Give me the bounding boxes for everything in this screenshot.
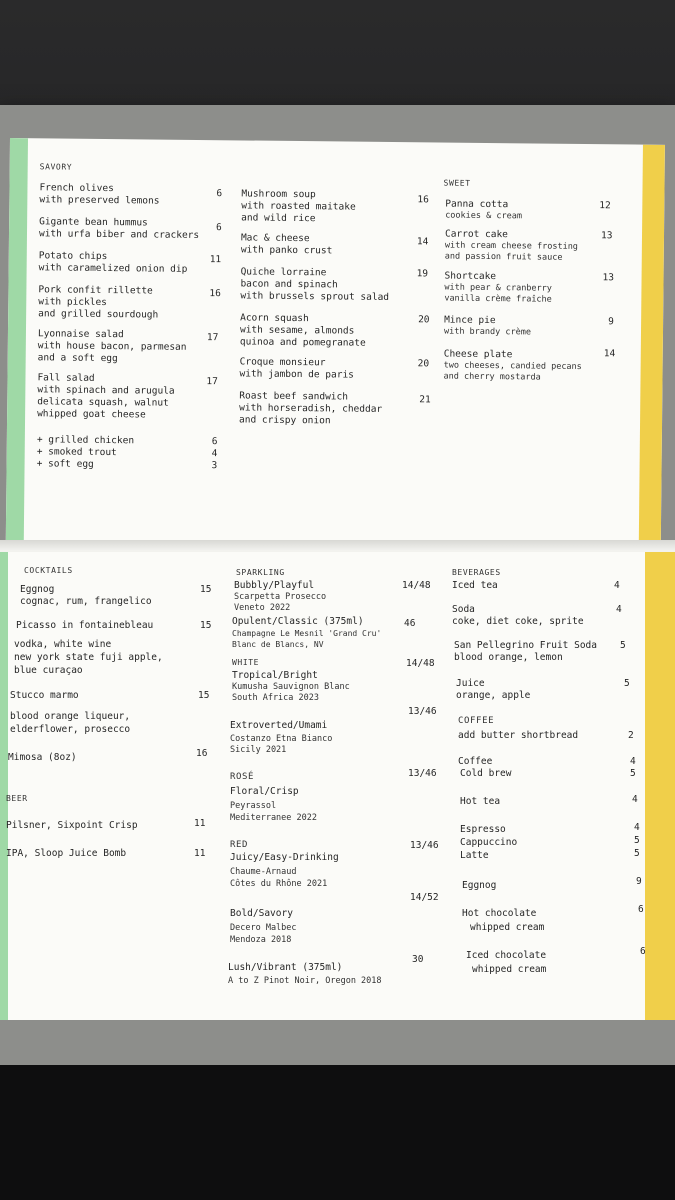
rose-heading: ROSÉ xyxy=(230,772,255,782)
coffee-price: 6 xyxy=(638,904,644,915)
coffee-price: 4 xyxy=(634,822,640,833)
wine-name: Chaume-Arnaud Côtes du Rhône 2021 xyxy=(230,867,328,889)
menu-item-desc: with pear & cranberry vanilla crème fraîche xyxy=(444,282,552,305)
menu-addon: + grilled chicken xyxy=(36,434,135,447)
coffee-heading: COFFEE xyxy=(458,716,495,726)
menu-item-desc: two cheeses, candied pecans and cherry mostarda xyxy=(443,360,582,383)
menu-item-desc: with urfa biber and crackers xyxy=(38,228,200,241)
wine-price: 14/48 xyxy=(406,658,435,669)
menu-item-desc: with roasted maitake and wild rice xyxy=(241,200,356,225)
coffee-desc: whipped cream xyxy=(472,964,547,975)
wine-price: 13/46 xyxy=(408,706,437,717)
coffee-addon: add butter shortbread xyxy=(458,730,579,741)
coffee-name: Latte xyxy=(460,850,489,861)
wine-style: Floral/Crisp xyxy=(230,786,299,797)
wine-style: Bubbly/Playful xyxy=(234,580,315,591)
cocktails-heading: COCKTAILS xyxy=(24,566,73,575)
beer-heading: BEER xyxy=(6,794,28,803)
coffee-price: 4 xyxy=(630,756,636,767)
menu-item-desc: with horseradish, cheddar and crispy onion xyxy=(239,402,383,427)
menu-addon: + smoked trout xyxy=(36,446,117,459)
menu-item-name: Carrot cake xyxy=(444,228,508,241)
wine-style: Lush/Vibrant (375ml) xyxy=(228,962,343,973)
menu-item-name: Mac & cheese xyxy=(240,232,310,245)
coffee-price: 5 xyxy=(634,848,640,859)
wine-name: Costanzo Etna Bianco Sicily 2021 xyxy=(230,734,333,755)
beverage-desc: coke, diet coke, sprite xyxy=(452,616,584,627)
wine-price: 30 xyxy=(412,954,424,965)
yellow-stripe xyxy=(645,552,675,1020)
wine-price: 13/46 xyxy=(410,840,439,851)
wine-style: Extroverted/Umami xyxy=(230,720,328,731)
drink-name: IPA, Sloop Juice Bomb xyxy=(6,848,127,859)
menu-item-desc: bacon and spinach with brussels sprout salad xyxy=(240,278,390,303)
wine-price: 14/52 xyxy=(410,892,439,903)
wine-style: Juicy/Easy-Drinking xyxy=(230,852,339,863)
beverage-desc: blood orange, lemon xyxy=(454,652,563,663)
drink-name: Pilsner, Sixpoint Crisp xyxy=(6,820,138,831)
menu-item-name: Roast beef sandwich xyxy=(239,390,349,403)
menu-item-price: 13 xyxy=(602,272,615,284)
coffee-name: Hot chocolate xyxy=(462,908,537,919)
menu-item-price: 13 xyxy=(600,230,613,242)
menu-item-price: 6 xyxy=(216,188,223,200)
drink-price: 16 xyxy=(196,748,208,759)
wine-name: Kumusha Sauvignon Blanc South Africa 2023 xyxy=(232,682,350,703)
menu-item-desc: with cream cheese frosting and passion fruit sauce xyxy=(444,240,579,263)
drink-price: 11 xyxy=(194,848,206,859)
wine-name: A to Z Pinot Noir, Oregon 2018 xyxy=(228,976,382,986)
coffee-name: Coffee xyxy=(458,756,493,767)
drink-price: 15 xyxy=(198,690,210,701)
menu-item-desc: with spinach and arugula delicata squash, walnut whipped goat cheese xyxy=(37,384,175,421)
coffee-price: 6 xyxy=(640,946,646,957)
beverage-price: 5 xyxy=(620,640,626,651)
menu-item-price: 16 xyxy=(417,194,429,206)
beverage-price: 4 xyxy=(614,580,620,591)
drink-price: 15 xyxy=(200,620,212,631)
menu-item-name: French olives xyxy=(39,182,114,195)
menu-item-name: Mince pie xyxy=(444,314,496,327)
savory-heading: SAVORY xyxy=(39,162,73,172)
menu-item-name: Gigante bean hummus xyxy=(39,216,148,229)
beverage-desc: orange, apple xyxy=(456,690,531,701)
green-stripe xyxy=(6,138,28,558)
white-heading: WHITE xyxy=(232,658,260,667)
menu-item-desc: with house bacon, parmesan and a soft egg xyxy=(37,340,187,365)
menu-item-price: 9 xyxy=(608,316,614,328)
coffee-addon-price: 2 xyxy=(628,730,634,741)
menu-item-name: Pork confit rillette xyxy=(38,284,153,297)
coffee-name: Hot tea xyxy=(460,796,501,807)
menu-item-desc: with panko crust xyxy=(240,244,333,257)
menu-item-name: Lyonnaise salad xyxy=(37,328,124,341)
menu-item-price: 20 xyxy=(417,358,430,370)
green-stripe xyxy=(0,552,8,1020)
menu-item-price: 3 xyxy=(211,460,218,472)
drink-name: Picasso in fontainebleau xyxy=(16,620,154,631)
menu-item-desc: with caramelized onion dip xyxy=(38,262,188,275)
coffee-price: 9 xyxy=(636,876,642,887)
coffee-price: 4 xyxy=(632,794,638,805)
menu-item-price: 6 xyxy=(211,436,218,448)
menu-item-price: 11 xyxy=(209,254,222,266)
drink-name: Stucco marmo xyxy=(10,690,79,701)
menu-item-desc: with pickles and grilled sourdough xyxy=(38,296,159,321)
wine-style: Opulent/Classic (375ml) xyxy=(232,616,364,627)
red-heading: RED xyxy=(230,840,249,850)
menu-item-price: 14 xyxy=(416,236,429,248)
menu-item-desc: with preserved lemons xyxy=(39,194,160,207)
menu-item-price: 20 xyxy=(418,314,430,326)
menu-item-name: Acorn squash xyxy=(240,312,309,325)
menu-item-desc: with brandy crème xyxy=(443,326,532,338)
menu-item-desc: cookies & cream xyxy=(445,210,523,222)
wine-name: Peyrassol Mediterranee 2022 xyxy=(230,801,317,823)
menu-item-price: 21 xyxy=(419,394,431,406)
coffee-name: Eggnog xyxy=(462,880,497,891)
menu-item-name: Potato chips xyxy=(38,250,108,263)
wine-name: Scarpetta Prosecco Veneto 2022 xyxy=(234,592,327,613)
wine-price: 14/48 xyxy=(402,580,431,591)
drink-desc: blood orange liqueur, elderflower, prosecco xyxy=(10,711,131,735)
menu-item-price: 17 xyxy=(206,332,219,344)
coffee-desc: whipped cream xyxy=(470,922,545,933)
menu-item-name: Shortcake xyxy=(444,270,497,283)
menu-item-name: Croque monsieur xyxy=(239,356,326,369)
menu-item-desc: with jambon de paris xyxy=(239,368,354,381)
menu-item-price: 17 xyxy=(206,376,218,388)
coffee-price: 5 xyxy=(630,768,636,779)
menu-item-name: Panna cotta xyxy=(445,198,509,211)
wine-name: Decero Malbec Mendoza 2018 xyxy=(230,923,297,945)
wine-price: 46 xyxy=(404,618,416,629)
coffee-name: Iced chocolate xyxy=(466,950,547,961)
menu-item-price: 19 xyxy=(416,268,429,280)
coffee-name: Cold brew xyxy=(460,768,512,779)
drink-price: 15 xyxy=(200,584,212,595)
wine-price: 13/46 xyxy=(408,768,437,779)
beverage-price: 4 xyxy=(616,604,622,615)
coffee-price: 5 xyxy=(634,835,640,846)
coffee-name: Espresso xyxy=(460,824,506,835)
menu-item-name: Mushroom soup xyxy=(241,188,316,201)
menu-addon: + soft egg xyxy=(36,458,94,470)
drink-price: 11 xyxy=(194,818,206,829)
sweet-heading: SWEET xyxy=(443,178,471,188)
beverage-name: San Pellegrino Fruit Soda xyxy=(454,640,597,651)
menu-item-desc: with sesame, almonds quinoa and pomegranate xyxy=(239,324,366,349)
menu-item-price: 12 xyxy=(599,200,611,212)
drinks-menu-page xyxy=(0,552,675,1020)
folder-shadow xyxy=(0,1065,675,1200)
wine-name: Champagne Le Mesnil 'Grand Cru' Blanc de Blancs, NV xyxy=(232,629,382,649)
drink-desc: vodka, white wine new york state fuji apple, blue curaçao xyxy=(14,639,163,676)
beverage-name: Juice xyxy=(456,678,485,689)
drink-desc: cognac, rum, frangelico xyxy=(20,596,152,607)
menu-item-name: Quiche lorraine xyxy=(240,266,327,279)
beverage-name: Iced tea xyxy=(452,580,498,591)
wine-style: Tropical/Bright xyxy=(232,670,318,681)
beverage-name: Soda xyxy=(452,604,475,615)
yellow-stripe xyxy=(639,145,665,565)
drink-name: Eggnog xyxy=(20,584,55,595)
beverages-heading: BEVERAGES xyxy=(452,568,501,577)
drink-name: Mimosa (8oz) xyxy=(8,752,77,763)
menu-item-price: 4 xyxy=(211,448,218,460)
wine-style: Bold/Savory xyxy=(230,908,293,919)
menu-item-price: 14 xyxy=(603,348,616,360)
coffee-name: Cappuccino xyxy=(460,837,518,848)
menu-item-name: Cheese plate xyxy=(443,348,513,361)
menu-item-price: 16 xyxy=(209,288,221,300)
beverage-price: 5 xyxy=(624,678,630,689)
sparkling-heading: SPARKLING xyxy=(236,568,285,577)
food-menu-page xyxy=(6,138,665,565)
menu-item-name: Fall salad xyxy=(37,372,95,384)
menu-item-price: 6 xyxy=(216,222,222,234)
